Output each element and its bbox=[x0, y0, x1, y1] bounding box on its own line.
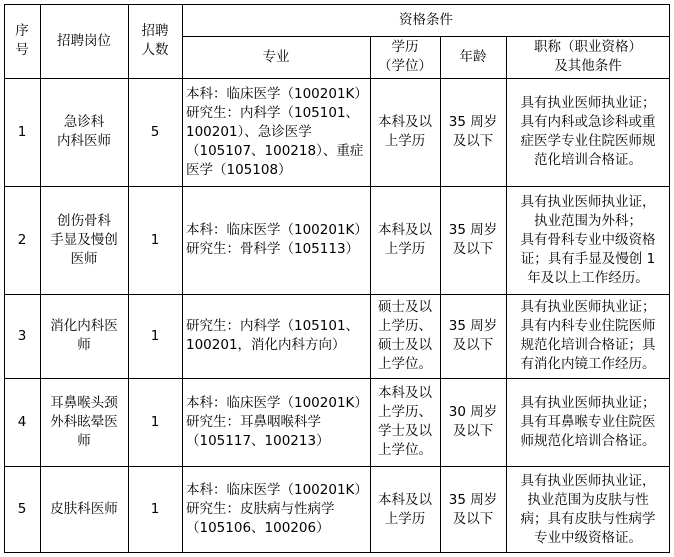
cell-text-line: 5 bbox=[17, 501, 27, 517]
cell-text-line: 具有内科或急诊科或重 bbox=[520, 114, 656, 130]
cell-position bbox=[40, 294, 128, 378]
header-seq-line-1: 序 bbox=[15, 23, 29, 39]
cell-text-line: 研究生：内科学（105101、 bbox=[186, 104, 360, 121]
cell-text-line: 硕士及以 bbox=[378, 299, 432, 315]
header-count-line-2: 人数 bbox=[141, 42, 169, 58]
cell-position bbox=[40, 466, 128, 553]
cell-text-line: 本科：临床医学（100201K） bbox=[186, 85, 368, 102]
cell-count bbox=[128, 378, 182, 466]
grid-line bbox=[4, 186, 670, 187]
cell-text-line: 2 bbox=[17, 231, 27, 248]
cell-text-line: 师规范化培训合格证。 bbox=[520, 432, 656, 449]
cell-text-line: 1 bbox=[150, 413, 160, 430]
cell-text-line: 1 bbox=[150, 501, 160, 517]
grid-line bbox=[4, 4, 670, 5]
cell-text-line: 100201）、急诊医学 bbox=[186, 123, 312, 140]
cell-text-line: 3 bbox=[17, 327, 27, 344]
cell-text-line: 消化内科医 bbox=[50, 318, 118, 334]
header-seq bbox=[4, 4, 40, 78]
cell-text-line: 100201，消化内科方向） bbox=[186, 337, 346, 353]
cell-seq bbox=[4, 78, 40, 186]
cell-text-line: 及以下 bbox=[452, 337, 494, 353]
cell-text-line: 及以下 bbox=[452, 133, 494, 149]
grid-line bbox=[128, 4, 129, 553]
cell-text-line: 师 bbox=[77, 337, 91, 353]
cell-text-line: 专业中级资格证。 bbox=[534, 529, 642, 546]
cell-text-line: 本科及以 bbox=[378, 222, 432, 238]
grid-line bbox=[370, 36, 371, 553]
cell-text-line: 上学历 bbox=[384, 133, 426, 149]
cell-text-line: 医师 bbox=[70, 250, 98, 267]
cell-count bbox=[128, 294, 182, 378]
cell-text-line: 4 bbox=[17, 413, 27, 430]
cell-text-line: 研究生：内科学（105101、 bbox=[186, 318, 360, 334]
header-age bbox=[440, 36, 506, 78]
cell-text-line: 手显及慢创 bbox=[50, 231, 118, 248]
cell-major bbox=[182, 294, 370, 378]
cell-text-line: 上学历、 bbox=[378, 404, 432, 420]
cell-text-line: 年及以上工作经历。 bbox=[527, 269, 649, 286]
cell-text-line: 执业范围为外科； bbox=[534, 212, 642, 229]
cell-text-line: 具有耳鼻喉专业住院医 bbox=[520, 413, 656, 430]
cell-text-line: 外科眩晕医 bbox=[50, 413, 118, 430]
grid-line bbox=[4, 4, 5, 553]
cell-text-line: 具有执业医师执业证， bbox=[520, 193, 656, 210]
cell-major bbox=[182, 186, 370, 294]
cell-text-line: 35 周岁 bbox=[448, 318, 498, 334]
cell-title-cond bbox=[506, 378, 670, 466]
grid-line bbox=[506, 36, 507, 553]
cell-seq bbox=[4, 294, 40, 378]
header-qualifications-text: 资格条件 bbox=[399, 11, 453, 28]
cell-age bbox=[440, 466, 506, 553]
cell-text-line: 具有执业医师执业证， bbox=[520, 472, 656, 489]
cell-text-line: 耳鼻喉头颈 bbox=[50, 394, 118, 411]
cell-text-line: 上学历、 bbox=[378, 318, 432, 334]
cell-text-line: 医学（105108） bbox=[186, 161, 292, 178]
cell-seq bbox=[4, 186, 40, 294]
cell-education bbox=[370, 294, 440, 378]
cell-text-line: 范化培训合格证。 bbox=[534, 152, 642, 168]
grid-line bbox=[4, 552, 670, 553]
cell-age bbox=[440, 294, 506, 378]
cell-text-line: 1 bbox=[17, 123, 27, 140]
header-count bbox=[128, 4, 182, 78]
header-position bbox=[40, 4, 128, 78]
cell-text-line: 30 周岁 bbox=[448, 404, 498, 420]
cell-seq bbox=[4, 378, 40, 466]
header-title-cond bbox=[506, 36, 670, 78]
cell-text-line: 执业范围为皮肤与性 bbox=[527, 491, 649, 508]
cell-education bbox=[370, 466, 440, 553]
cell-text-line: （105107、100218）、重症 bbox=[186, 142, 364, 159]
grid-line bbox=[4, 466, 670, 467]
cell-title-cond bbox=[506, 294, 670, 378]
header-age-text: 年龄 bbox=[459, 48, 487, 65]
header-education-line-2: （学位） bbox=[378, 58, 432, 74]
cell-text-line: 具有骨科专业中级资格 bbox=[520, 231, 656, 248]
cell-text-line: 35 周岁 bbox=[448, 491, 498, 508]
cell-age bbox=[440, 378, 506, 466]
cell-text-line: 本科：临床医学（100201K） bbox=[186, 394, 368, 411]
cell-major bbox=[182, 78, 370, 186]
cell-text-line: 研究生：耳鼻咽喉科学 bbox=[186, 413, 321, 430]
cell-count bbox=[128, 186, 182, 294]
header-major-text: 专业 bbox=[262, 48, 290, 65]
cell-education bbox=[370, 78, 440, 186]
cell-title-cond bbox=[506, 186, 670, 294]
grid-line bbox=[669, 4, 670, 553]
grid-line bbox=[440, 36, 441, 553]
grid-line bbox=[4, 78, 670, 79]
cell-text-line: 上学位。 bbox=[378, 442, 432, 458]
cell-text-line: 及以下 bbox=[452, 423, 494, 439]
cell-text-line: 1 bbox=[150, 327, 160, 344]
cell-text-line: 上学历 bbox=[384, 241, 426, 257]
cell-text-line: 研究生：骨科学（105113） bbox=[186, 241, 360, 257]
header-seq-line-2: 号 bbox=[15, 42, 29, 58]
cell-text-line: 研究生：皮肤病与性病学 bbox=[186, 501, 335, 517]
cell-text-line: 创伤骨科 bbox=[57, 212, 111, 229]
cell-text-line: 具有执业医师执业证； bbox=[520, 95, 656, 111]
cell-text-line: 内科医师 bbox=[57, 133, 111, 149]
cell-text-line: 师 bbox=[77, 432, 91, 449]
cell-text-line: 学士及以 bbox=[378, 423, 432, 439]
cell-text-line: 及以下 bbox=[452, 510, 494, 527]
cell-text-line: 规范化培训合格证；具 bbox=[520, 337, 656, 353]
cell-text-line: 皮肤科医师 bbox=[50, 501, 118, 517]
cell-position bbox=[40, 78, 128, 186]
cell-text-line: 具有执业医师执业证； bbox=[520, 394, 656, 411]
cell-text-line: 病；具有皮肤与性病学 bbox=[520, 510, 656, 527]
cell-title-cond bbox=[506, 466, 670, 553]
cell-text-line: 具有内科专业住院医师 bbox=[520, 318, 656, 334]
cell-text-line: 本科及以 bbox=[378, 491, 432, 508]
recruitment-table bbox=[4, 4, 670, 553]
header-major bbox=[182, 36, 370, 78]
cell-text-line: 35 周岁 bbox=[448, 114, 498, 130]
header-qualifications bbox=[182, 4, 670, 36]
grid-line bbox=[40, 4, 41, 553]
cell-text-line: 本科：临床医学（100201K） bbox=[186, 222, 368, 238]
cell-text-line: 及以下 bbox=[452, 241, 494, 257]
cell-text-line: 上学历 bbox=[384, 510, 426, 527]
header-position-text: 招聘岗位 bbox=[57, 32, 111, 49]
cell-text-line: 硕士及以 bbox=[378, 337, 432, 353]
cell-text-line: 证；具有手显及慢创 1 bbox=[520, 250, 656, 267]
header-count-line-1: 招聘 bbox=[141, 23, 169, 39]
cell-major bbox=[182, 466, 370, 553]
cell-seq bbox=[4, 466, 40, 553]
header-education bbox=[370, 36, 440, 78]
cell-text-line: 35 周岁 bbox=[448, 222, 498, 238]
cell-age bbox=[440, 78, 506, 186]
cell-text-line: 本科：临床医学（100201K） bbox=[186, 482, 368, 498]
cell-text-line: 症医学专业住院医师规 bbox=[520, 133, 656, 149]
cell-text-line: （105117、100213） bbox=[186, 432, 330, 449]
cell-text-line: 上学位。 bbox=[378, 356, 432, 372]
cell-age bbox=[440, 186, 506, 294]
cell-title-cond bbox=[506, 78, 670, 186]
grid-line bbox=[182, 36, 670, 37]
cell-text-line: 5 bbox=[150, 123, 160, 140]
header-education-line-1: 学历 bbox=[391, 39, 419, 55]
cell-text-line: 有消化内镜工作经历。 bbox=[520, 356, 656, 372]
header-title-cond-line-1: 职称（职业资格） bbox=[534, 39, 642, 55]
cell-count bbox=[128, 466, 182, 553]
cell-text-line: 1 bbox=[150, 231, 160, 248]
cell-text-line: 具有执业医师执业证； bbox=[520, 299, 656, 315]
cell-major bbox=[182, 378, 370, 466]
grid-line bbox=[182, 4, 183, 553]
cell-count bbox=[128, 78, 182, 186]
cell-text-line: 本科及以 bbox=[378, 114, 432, 130]
cell-text-line: 本科及以 bbox=[378, 385, 432, 401]
cell-position bbox=[40, 378, 128, 466]
cell-text-line: 急诊科 bbox=[63, 114, 105, 130]
cell-education bbox=[370, 186, 440, 294]
cell-education bbox=[370, 378, 440, 466]
grid-line bbox=[4, 378, 670, 379]
cell-position bbox=[40, 186, 128, 294]
grid-line bbox=[4, 294, 670, 295]
header-title-cond-line-2: 及其他条件 bbox=[554, 58, 622, 74]
cell-text-line: （105106、100206） bbox=[186, 520, 330, 536]
